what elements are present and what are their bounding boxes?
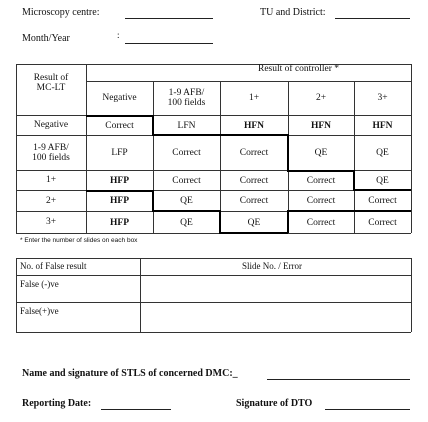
row-label-3plus: 3+ [45,217,57,227]
row-header-label [16,65,86,101]
table-cell[interactable]: Correct [239,175,269,186]
table-cell[interactable]: QE [180,196,193,206]
table-cell[interactable]: QE [180,217,193,228]
microscopy-centre-field[interactable] [125,18,213,19]
row-label-1-9-afb-text: 1-9 AFB/ 100 fields [32,142,70,163]
table-cell[interactable]: Correct [239,196,269,206]
table-cell[interactable]: QE [247,217,261,228]
table-cell[interactable]: HFP [110,196,129,206]
col-group-label [86,64,411,80]
col-group-text: Result of controller * [258,64,339,74]
table-cell[interactable]: Correct [105,120,134,131]
table-cell[interactable]: Correct [172,175,201,186]
table-cell[interactable]: HFN [372,120,393,131]
microscopy-centre-label: Microscopy centre: [22,7,100,18]
month-year-colon: : [117,30,120,40]
false-negative-label: False (-)ve [20,279,59,289]
dto-signature-label: Signature of DTO [236,398,313,409]
tu-district-field[interactable] [335,18,410,19]
reporting-date-label: Reporting Date: [22,398,92,409]
table-cell[interactable]: Correct [172,148,201,158]
table-cell[interactable]: HFN [310,120,332,131]
col-header-1plus: 1+ [248,93,260,103]
tu-district-label: TU and District: [260,7,326,18]
table-cell[interactable]: LFN [177,120,196,131]
row-label-1-9-afb [16,135,86,170]
table-cell[interactable]: Correct [306,217,336,228]
table-cell[interactable]: Correct [239,148,269,158]
col-header-1-9-afb-text: 1-9 AFB/ 100 fields [167,88,206,108]
month-year-label: Month/Year [22,33,70,44]
false-negative-entry[interactable] [141,276,410,301]
table-cell[interactable]: QE [314,148,328,158]
col-header-negative: Negative [102,93,137,103]
row-label-1plus: 1+ [45,175,57,185]
false-col1-header: No. of False result [20,261,87,271]
table-cell[interactable]: QE [376,175,389,186]
table-cell[interactable]: HFN [243,120,265,131]
false-positive-entry[interactable] [141,303,410,331]
table-cell[interactable]: Correct [306,175,336,186]
reporting-date-field[interactable] [101,409,171,410]
col-header-2plus: 2+ [315,93,327,103]
table-cell[interactable]: Correct [306,196,336,206]
table-cell[interactable]: LFP [111,148,128,158]
row-label-2plus: 2+ [45,195,57,206]
table-cell[interactable]: Correct [368,217,397,228]
table-cell[interactable]: Correct [368,196,397,206]
table-cell[interactable]: HFP [110,175,129,186]
col-header-1-9-afb [153,81,220,115]
dto-signature-field[interactable] [325,409,410,410]
stls-signature-field[interactable] [267,379,410,380]
false-col2-header: Slide No. / Error [242,261,302,271]
row-header-text: Result of MC-LT [33,73,69,93]
table-cell[interactable]: QE [376,148,389,158]
month-year-field[interactable] [125,43,213,44]
stls-signature-label: Name and signature of STLS of concerned DMC:_ [22,368,238,379]
table-cell[interactable]: HFP [110,217,129,228]
false-positive-label: False(+)ve [20,306,59,316]
col-header-3plus: 3+ [377,93,388,103]
row-label-negative: Negative [33,120,69,130]
table-footnote: * Enter the number of slides on each box [20,237,138,244]
